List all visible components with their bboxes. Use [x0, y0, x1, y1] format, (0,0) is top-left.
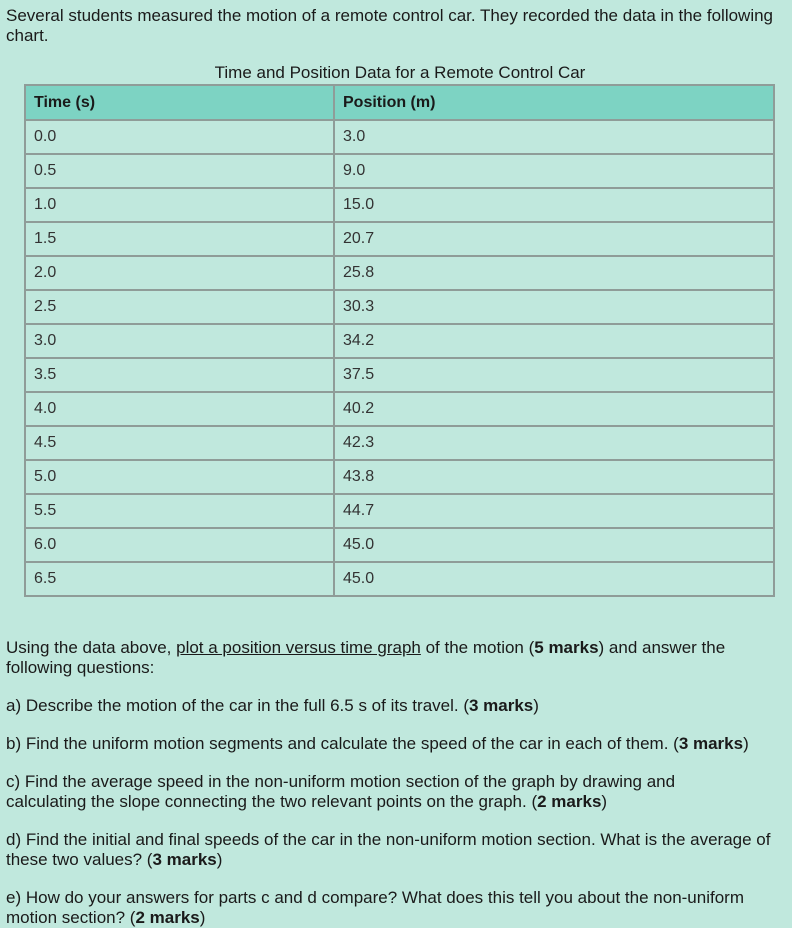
time-cell: 2.5: [25, 290, 334, 324]
time-cell: 1.5: [25, 222, 334, 256]
position-cell: 30.3: [334, 290, 774, 324]
question-e-marks: 2 marks: [135, 908, 200, 927]
question-b-text: b) Find the uniform motion segments and calculate the speed of the car in each of them. (: [6, 734, 679, 753]
table-row: [25, 222, 774, 256]
question-e: [6, 888, 790, 928]
table-row: [25, 528, 774, 562]
table-row: [25, 256, 774, 290]
table-body: [25, 120, 774, 596]
column-header-position: Position (m): [334, 85, 774, 120]
table-row: [25, 392, 774, 426]
question-c-close: ): [601, 792, 608, 811]
position-cell: 42.3: [334, 426, 774, 460]
question-b-close: ): [743, 734, 749, 753]
position-cell: 20.7: [334, 222, 774, 256]
position-cell: 37.5: [334, 358, 774, 392]
data-table: [24, 84, 775, 597]
time-cell: 1.0: [25, 188, 334, 222]
table-header-row: [25, 85, 774, 120]
intro-text: Several students measured the motion of a remote control car. They recorded the data in the following chart.: [6, 6, 774, 45]
time-cell: 0.0: [25, 120, 334, 154]
time-cell: 3.0: [25, 324, 334, 358]
table-row: [25, 290, 774, 324]
question-e-text: e) How do your answers for parts c and d compare? What does this tell you about the non-uniform motion section? (: [6, 888, 744, 927]
position-cell: 9.0: [334, 154, 774, 188]
time-cell: 5.0: [25, 460, 334, 494]
question-d: [6, 830, 790, 870]
position-cell: 40.2: [334, 392, 774, 426]
table-row: [25, 426, 774, 460]
table-row: [25, 562, 774, 596]
instructions: [6, 638, 790, 678]
question-d-close: ): [216, 850, 223, 869]
question-c: [6, 772, 726, 812]
table-row: [25, 460, 774, 494]
table-row: [25, 188, 774, 222]
position-cell: 25.8: [334, 256, 774, 290]
time-cell: 2.0: [25, 256, 334, 290]
position-cell: 34.2: [334, 324, 774, 358]
column-header-time: Time (s): [25, 85, 334, 120]
question-a-text: a) Describe the motion of the car in the full 6.5 s of its travel. (: [6, 696, 469, 715]
table-row: [25, 154, 774, 188]
table-row: [25, 358, 774, 392]
question-a-close: ): [533, 696, 539, 715]
instructions-mid: of the motion (: [420, 638, 535, 657]
question-c-marks: 2 marks: [537, 792, 602, 811]
position-cell: 45.0: [334, 528, 774, 562]
position-cell: 43.8: [334, 460, 774, 494]
time-cell: 0.5: [25, 154, 334, 188]
table-row: [25, 324, 774, 358]
question-b: [6, 734, 790, 754]
position-cell: 15.0: [334, 188, 774, 222]
instructions-marks: 5 marks: [534, 638, 599, 657]
time-cell: 4.0: [25, 392, 334, 426]
position-cell: 44.7: [334, 494, 774, 528]
time-cell: 5.5: [25, 494, 334, 528]
question-e-close: ): [199, 908, 206, 927]
question-d-text: d) Find the initial and final speeds of the car in the non-uniform motion section. What is the average of these two values? (: [6, 830, 771, 869]
table-row: [25, 120, 774, 154]
instructions-start: Using the data above,: [6, 638, 177, 657]
table-row: [25, 494, 774, 528]
question-a-marks: 3 marks: [468, 696, 534, 715]
time-cell: 6.5: [25, 562, 334, 596]
table-caption: Time and Position Data for a Remote Control Car: [214, 63, 586, 82]
time-cell: 3.5: [25, 358, 334, 392]
question-b-marks: 3 marks: [678, 734, 744, 753]
time-cell: 6.0: [25, 528, 334, 562]
plot-graph-link[interactable]: plot a position versus time graph: [176, 638, 421, 657]
position-cell: 3.0: [334, 120, 774, 154]
question-a: [6, 696, 790, 716]
question-c-text: c) Find the average speed in the non-uniform motion section of the graph by drawing and calculating the slope connecting the two relevant points on the graph. (: [6, 772, 676, 811]
instructions-end: ) and answer the following questions:: [6, 638, 726, 677]
question-d-marks: 3 marks: [152, 850, 217, 869]
time-cell: 4.5: [25, 426, 334, 460]
position-cell: 45.0: [334, 562, 774, 596]
